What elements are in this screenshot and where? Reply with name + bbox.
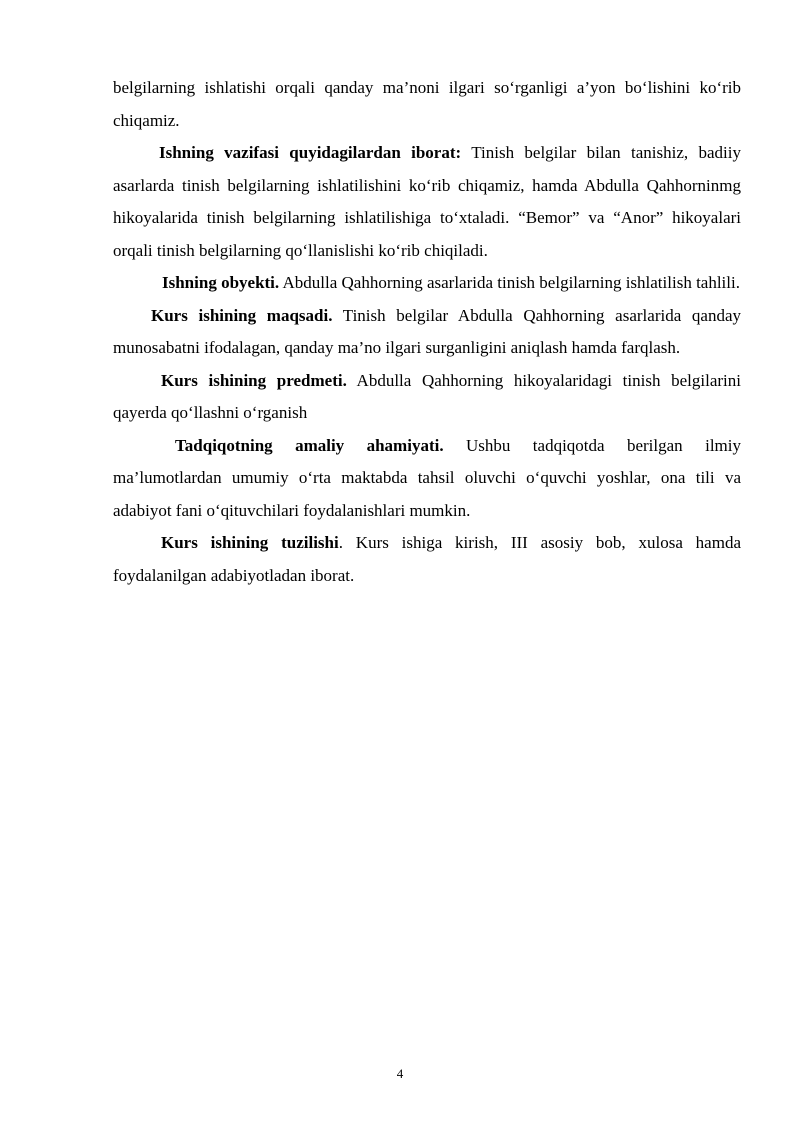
paragraph-heading-ishning-vazifasi: Ishning vazifasi quyidagilardan iborat: [159,143,462,162]
paragraph-body-ishning-vazifasi: Tinish belgilar bilan tanishiz, badiiy asarlarda tinish belgilarning ishlatilishini ko‘rib chiqamiz, hamda Abdulla Qahhorninmg hikoyalarida tinish belgilarning ishlatilishiga to‘xtaladi. “Bemor” va “Anor” hikoyalari orqali tinish belgilarning qo‘llanislishi ko‘rib chiqiladi. [113,143,741,260]
paragraph-body-ishning-obyekti: Abdulla Qahhorning asarlarida tinish belgilarning ishlatilish tahlili. [279,273,740,292]
paragraph-heading-kurs-ishining-predmeti: Kurs ishining predmeti. [161,370,347,390]
paragraph-ishning-vazifasi [113,137,741,267]
paragraph-ishning-obyekti [113,267,741,300]
page-number: 4 [396,1066,404,1081]
paragraph-body-kurs-ishining-tuzilishi: . Kurs ishiga kirish, III asosiy bob, xulosa hamda foydalanilgan adabiyotladan iborat. [113,533,741,585]
paragraph-heading-tadqiqotning-amaliy-ahamiyati: Tadqiqotning amaliy ahamiyati. [175,435,444,455]
intro-paragraph-text: belgilarning ishlatishi orqali qanday ma’noni ilgari so‘rganligi a’yon bo‘lishini ko‘rib chiqamiz. [113,78,741,130]
paragraph-body-kurs-ishining-maqsadi: Tinish belgilar Abdulla Qahhorning asarlarida qanday munosabatni ifodalagan, qanday ma’no ilgari surganligini aniqlash hamda farqlash. [113,305,741,357]
paragraph-heading-kurs-ishining-maqsadi: Kurs ishining maqsadi. [151,305,333,325]
paragraph-kurs-ishining-predmeti [113,365,741,430]
intro-paragraph [113,72,741,137]
paragraph-kurs-ishining-maqsadi [113,300,741,365]
paragraph-heading-ishning-obyekti: Ishning obyekti. [162,273,280,292]
document-body [113,72,741,592]
paragraph-tadqiqotning-amaliy-ahamiyati [113,430,741,528]
paragraph-body-tadqiqotning-amaliy-ahamiyati: Ushbu tadqiqotda berilgan ilmiy ma’lumotlardan umumiy o‘rta maktabda tahsil oluvchi o‘quvchi yoshlar, ona tili va adabiyot fani o‘qituvchilari foydalanishlari mumkin. [113,435,741,520]
paragraph-body-kurs-ishining-predmeti: Abdulla Qahhorning hikoyalaridagi tinish belgilarini qayerda qo‘llashni o‘rganish [113,370,741,422]
paragraph-heading-kurs-ishining-tuzilishi: Kurs ishining tuzilishi [161,533,339,552]
paragraph-kurs-ishining-tuzilishi [113,527,741,592]
